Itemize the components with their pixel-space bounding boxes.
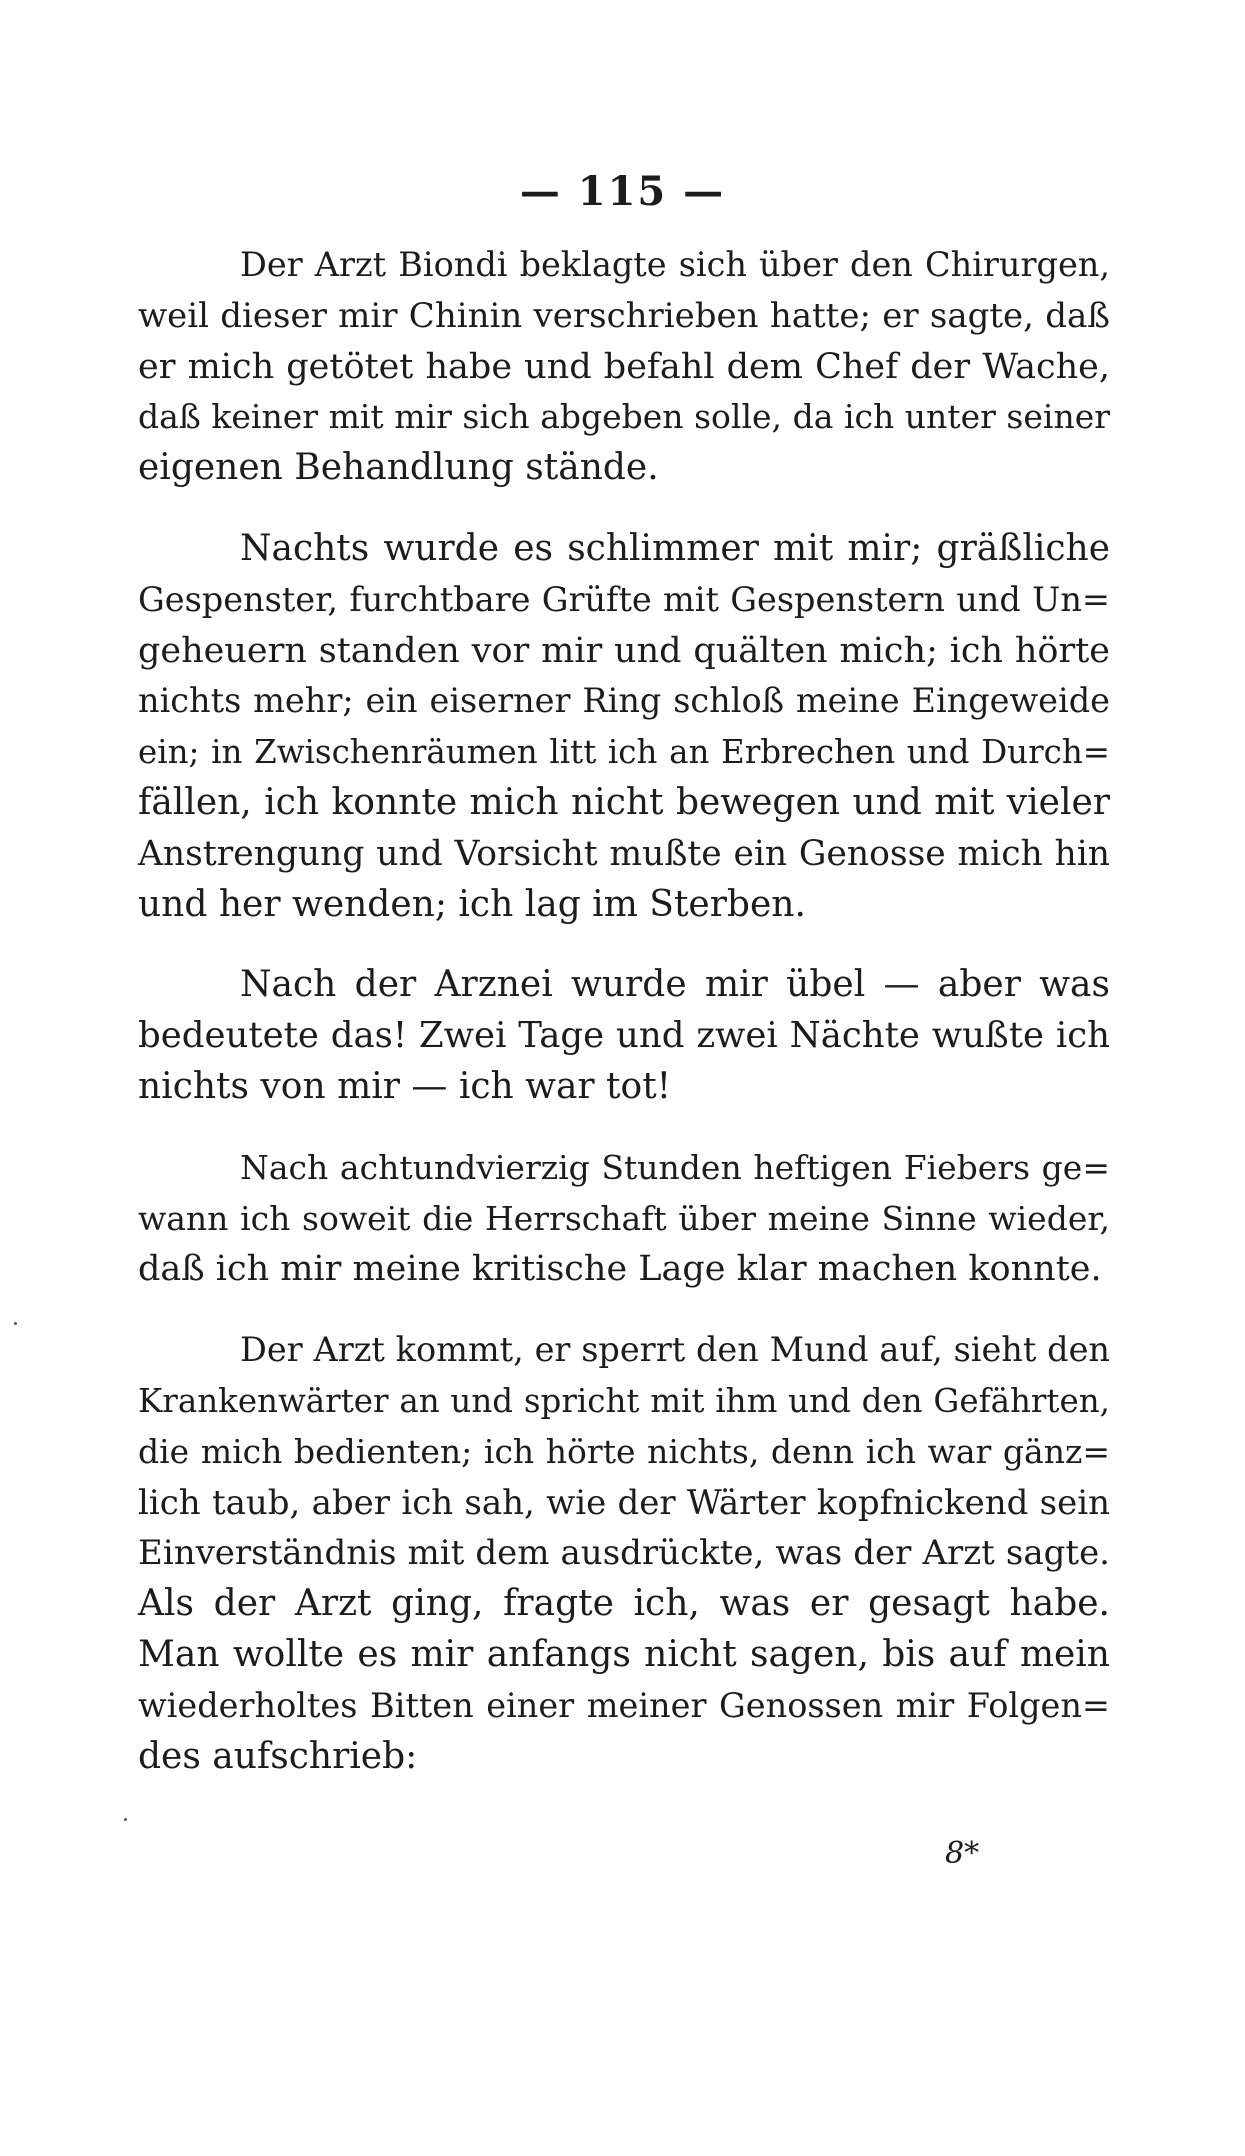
text-line: bedeutete das! Zwei Tage und zwei Nächte wußte ich (138, 1015, 1110, 1057)
text-line: er mich getötet habe und befahl dem Chef der Wache, (138, 346, 1110, 387)
text-line: ein; in Zwischenräumen litt ich an Erbrechen und Durch= (138, 733, 1110, 772)
text-line: weil dieser mir Chinin verschrieben hatte; er sagte, daß (138, 295, 1110, 336)
text-line: Nach achtundvierzig Stunden heftigen Fiebers ge= (240, 1147, 1110, 1187)
page-number: — 115 — (519, 168, 726, 215)
text-line: Gespenster, furchtbare Grüfte mit Gespenstern und Un= (138, 579, 1110, 619)
text-line: und her wenden; ich lag im Sterben. (138, 883, 806, 925)
text-line: Der Arzt kommt, er sperrt den Mund auf, sieht den (240, 1330, 1110, 1370)
text-line: wann ich soweit die Herrschaft über meine Sinne wieder, (138, 1198, 1110, 1238)
text-line: wiederholtes Bitten einer meiner Genossen mir Folgen= (138, 1685, 1110, 1725)
text-line: Man wollte es mir anfangs nicht sagen, bis auf mein (138, 1633, 1110, 1675)
text-line: nichts von mir — ich war tot! (138, 1065, 672, 1107)
paragraph-3 (138, 960, 1110, 1112)
scan-speck (14, 1322, 17, 1325)
text-line: Nachts wurde es schlimmer mit mir; gräßliche (240, 527, 1110, 569)
text-line: Der Arzt Biondi beklagte sich über den Chirurgen, (240, 245, 1110, 284)
paragraph-2 (138, 524, 1110, 930)
text-line: Anstrengung und Vorsicht mußte ein Genosse mich hin (138, 833, 1110, 874)
text-line: Krankenwärter an und spricht mit ihm und den Gefährten, (138, 1381, 1110, 1420)
text-line: geheuern standen vor mir und quälten mich; ich hörte (138, 630, 1110, 671)
scan-speck (124, 1818, 127, 1821)
signature-mark: 8* (945, 1836, 980, 1871)
paragraph-4 (138, 1143, 1110, 1295)
text-line: daß keiner mit mir sich abgeben solle, da ich unter seiner (138, 397, 1110, 437)
paragraph-5 (138, 1325, 1110, 1782)
text-line: lich taub, aber ich sah, wie der Wärter kopfnickend sein (138, 1482, 1110, 1523)
text-line: daß ich mir meine kritische Lage klar machen konnte. (138, 1249, 1102, 1290)
text-line: Nach der Arznei wurde mir übel — aber was (240, 964, 1110, 1006)
text-line: Einverständnis mit dem ausdrückte, was der Arzt sagte. (138, 1533, 1110, 1574)
text-line: nichts mehr; ein eiserner Ring schloß meine Eingeweide (138, 681, 1110, 721)
text-line: fällen, ich konnte mich nicht bewegen und mit vieler (138, 781, 1110, 823)
text-line: Als der Arzt ging, fragte ich, was er gesagt habe. (138, 1583, 1110, 1625)
text-line: die mich bedienten; ich hörte nichts, denn ich war gänz= (138, 1431, 1110, 1471)
text-line: des aufschrieb: (138, 1735, 418, 1777)
paragraph-1 (138, 240, 1110, 494)
text-line: eigenen Behandlung stände. (138, 447, 659, 489)
body-text (138, 240, 1110, 1782)
